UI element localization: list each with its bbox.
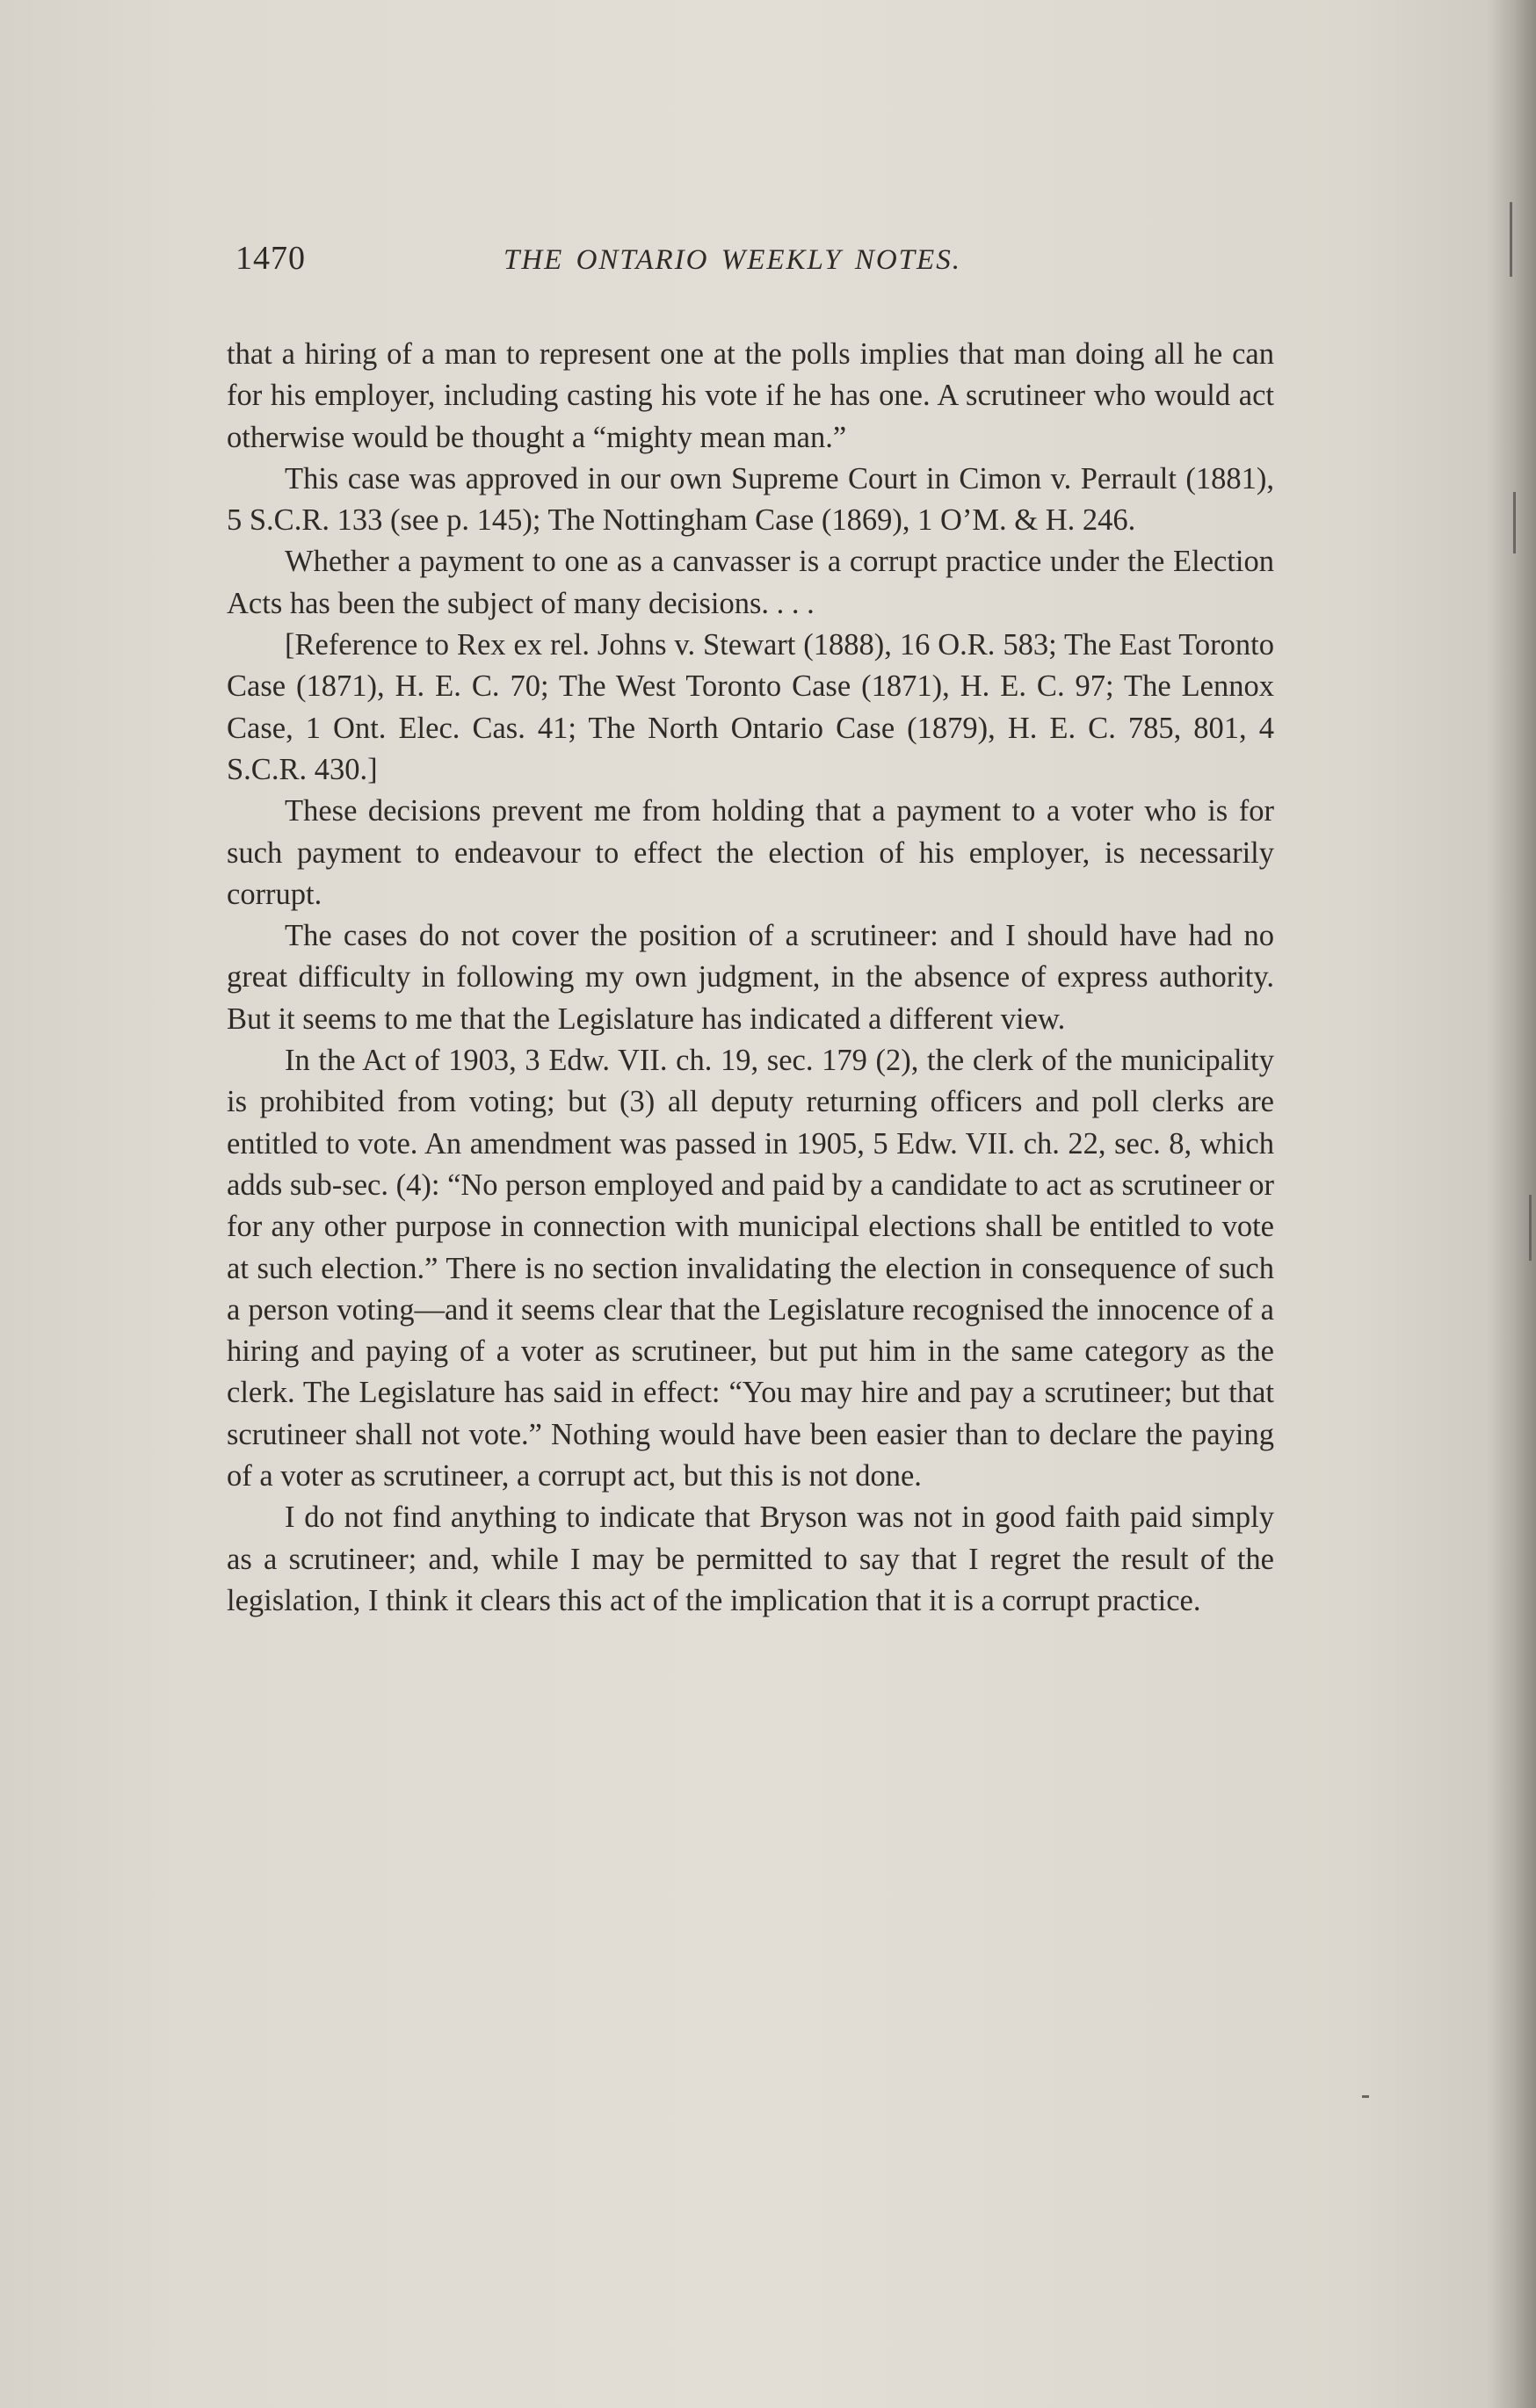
margin-mark [1362,2095,1369,2098]
paragraph: I do not find anything to indicate that Bryson was not in good faith paid simply as a scrutineer; and, while I may be permitted to say that I regret the result of the legislation, I think it clears this act of the implication that it is a corrupt practice. [227,1500,1274,1617]
margin-mark [1513,492,1516,553]
paragraph: These decisions prevent me from holding that a payment to a voter who is for such payment to endeavour to effect the election of his employer, is necessarily corrupt. [227,794,1274,911]
paragraph: In the Act of 1903, 3 Edw. VII. ch. 19, sec. 179 (2), the clerk of the municipality is prohibited from voting; but (3) all deputy returning officers and poll clerks are entitled to vote. An amendment was passed in 1905, 5 Edw. VII. ch. 22, sec. 8, which adds sub-sec. (4): “No person employed and paid by a candidate to act as scrutineer or for any other purpose in connection with municipal elections shall be entitled to vote at such election.” There is no section invalidating the election in consequence of such a person voting—and it seems clear that the Legislature recognised the innocence of a hiring and paying of a voter as scrutineer, but put him in the same category as the clerk. The Legislature has said in effect: “You may hire and pay a scrutineer; but that scrutineer shall not vote.” Nothing would have been easier than to declare the paying of a voter as scrutineer, a corrupt act, but this is not done. [227,1044,1274,1493]
journal-title: THE ONTARIO WEEKLY NOTES. [504,244,961,276]
paragraph: Whether a payment to one as a canvasser is a corrupt practice under the Election Acts has been the subject of many decisions. . . . [227,545,1274,620]
margin-mark [1510,202,1512,277]
page-number: 1470 [235,240,306,277]
running-head [235,239,1281,292]
paragraph: that a hiring of a man to represent one at the polls implies that man doing all he can for his employer, including casting his vote if he has one. A scrutineer who would act otherwise would be thought a “mighty mean man.” [227,337,1274,454]
body-text [227,334,1274,1622]
paragraph: [Reference to Rex ex rel. Johns v. Stewart (1888), 16 O.R. 583; The East Toronto Case (1871), H. E. C. 70; The West Toronto Case (1871), H. E. C. 97; The Lennox Case, 1 Ont. Elec. Cas. 41; The North Ontario Case (1879), H. E. C. 785, 801, 4 S.C.R. 430.] [227,628,1274,786]
paragraph: This case was approved in our own Supreme Court in Cimon v. Perrault (1881), 5 S.C.R. 133 (see p. 145); The Nottingham Case (1869), 1 O’M. & H. 246. [227,461,1274,538]
margin-mark [1529,1195,1532,1261]
paragraph: The cases do not cover the position of a scrutineer: and I should have had no great difficulty in following my own judgment, in the absence of express authority. But it seems to me that the Legislature has indicated a different view. [227,919,1274,1036]
